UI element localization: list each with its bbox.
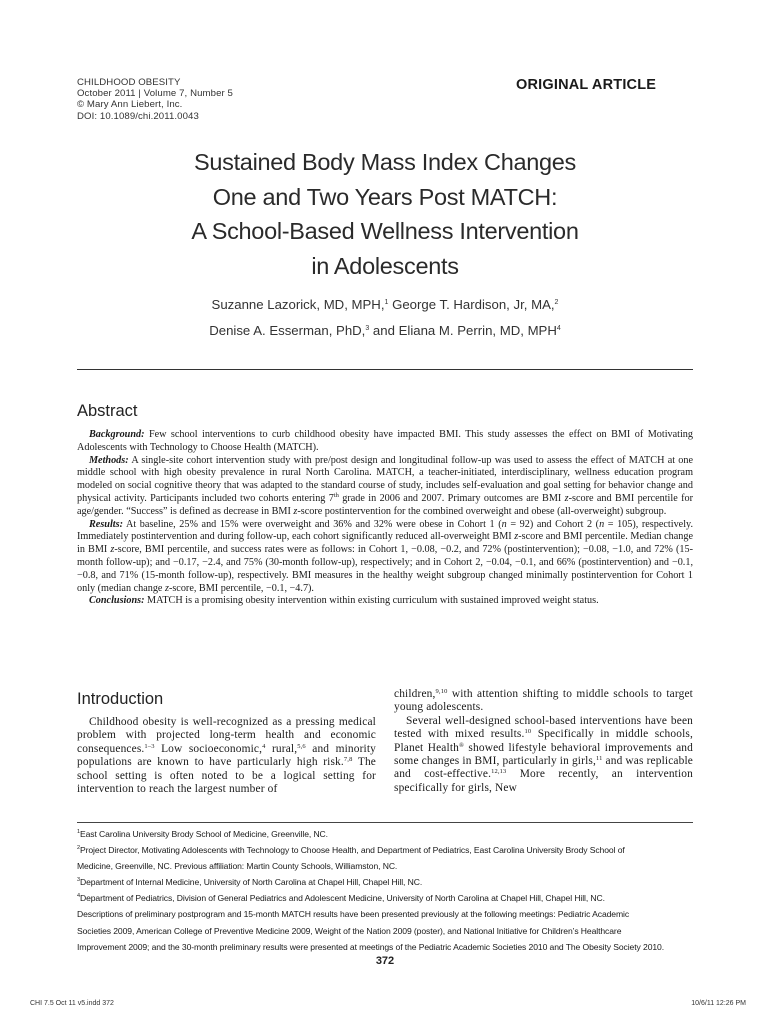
journal-info	[77, 77, 233, 122]
author-lazorick: Suzanne Lazorick, MD, MPH,	[211, 297, 385, 312]
body-column-left	[77, 716, 376, 796]
footnote-marker: 1	[77, 829, 80, 835]
journal-name: CHILDHOOD OBESITY	[77, 77, 181, 88]
abstract-background	[77, 429, 693, 455]
author-affiliation-sup: 1	[384, 299, 389, 306]
results-italic: z	[164, 582, 169, 594]
abstract-results	[77, 519, 693, 596]
author-line-2	[60, 317, 710, 343]
citation-sup: 12,13	[491, 768, 507, 776]
print-date: 10/6/11 12:26 PM	[691, 1000, 746, 1007]
abstract-methods	[77, 455, 693, 519]
abstract-body	[77, 429, 693, 608]
results-italic: z	[110, 544, 115, 556]
title-line-3: A School-Based Wellness Intervention	[191, 218, 579, 244]
background-text: Few school interventions to curb childhood obesity have impacted BMI. This study assesses the effect on BMI of Motivating Adolescents with Technology to Choose Health (MATCH).	[77, 429, 693, 453]
author-perrin: and Eliana M. Perrin, MD, MPH	[372, 323, 557, 338]
presentation-note-line-1: Descriptions of preliminary postprogram and 15-month MATCH results have been presented previously at the following meetings: Pediatric Academic	[77, 909, 630, 920]
body-text: and was replicable and cost-effective.	[394, 755, 693, 781]
body-text: and minority populations are known to have particularly high risk.	[77, 742, 377, 769]
citation-sup: 5,6	[297, 742, 306, 750]
citation-sup: 10	[524, 728, 532, 736]
body-text: Specifically in middle schools, Planet Health	[394, 728, 693, 754]
body-text: showed lifestyle behavioral improvements and some changes in BMI, particularly in girls,	[394, 741, 693, 768]
body-text: More recently, an intervention specifically for girls, New	[394, 768, 693, 794]
citation-sup: 1–3	[144, 742, 155, 750]
author-line-1	[60, 291, 710, 317]
author-esserman: Denise A. Esserman, PhD,	[209, 323, 366, 338]
author-affiliation-sup: 2	[554, 299, 559, 306]
results-italic: n	[501, 518, 507, 530]
article-type-label: ORIGINAL ARTICLE	[516, 77, 657, 93]
footnote-text: East Carolina University Brody School of Medicine, Greenville, NC.	[79, 829, 328, 839]
body-column-right	[394, 688, 693, 795]
results-italic: n	[599, 518, 605, 530]
header-divider	[77, 369, 693, 370]
results-italic: z	[514, 531, 519, 543]
results-text: -score, BMI percentile, and success rates were as follows: in Cohort 1, −0.08, −0.2, and 72% (postintervention); −0.08, −1.0, and 72% (15-month follow-up); and −0.17, −2.4, and 75% (30-month follow-up), respectively; and in Cohort 2, −0.04, −0.1, and 66% (postintervention) and −0.1, −0.8, and 71% (15-month follow-up), respectively. BMI measures in the healthy weight subgroup changed minimally postintervention for Cohort 1 only (median change	[77, 544, 693, 594]
footnote-3	[77, 874, 693, 890]
intro-paragraph-1-continued	[394, 688, 693, 715]
footnote-1	[77, 826, 693, 842]
page-number: 372	[375, 955, 395, 967]
journal-issue: October 2011 | Volume 7, Number 5	[77, 88, 233, 100]
footnote-marker: 4	[77, 893, 80, 900]
footnote-marker: 3	[77, 877, 80, 884]
methods-italic: z	[293, 505, 298, 517]
footnote-4	[77, 890, 693, 906]
body-text: children,	[394, 688, 436, 700]
results-text: -score, BMI percentile, −0.1, −4.7).	[168, 582, 314, 594]
body-text: Low socioeconomic,	[154, 742, 263, 755]
methods-text: -score postintervention for the combined overweight and obese (all-overweight) subgroup.	[297, 505, 667, 517]
title-line-1: Sustained Body Mass Index Changes	[193, 149, 576, 175]
citation-sup: 4	[262, 742, 266, 750]
body-text: The school setting is often noted to be a logical setting for intervention to reach the largest number of	[77, 756, 376, 796]
methods-text: grade in 2006 and 2007. Primary outcomes are BMI	[338, 492, 565, 504]
footnotes	[77, 826, 693, 955]
footnote-text: Department of Pediatrics, Division of General Pediatrics and Adolescent Medicine, University of North Carolina at Chapel Hill, Chapel Hill, NC.	[79, 893, 605, 904]
article-title	[60, 145, 710, 283]
footnote-marker: 2	[77, 845, 80, 852]
footnote-2	[77, 842, 693, 858]
author-affiliation-sup: 3	[365, 325, 370, 332]
author-affiliation-sup: 4	[556, 325, 561, 332]
methods-italic: z	[564, 492, 569, 504]
registered-mark: ®	[458, 741, 465, 749]
presentation-note-line-3: Improvement 2009; and the 30-month preliminary results were presented at meetings of the Pediatric Academic Societies 2010 and The Obesity Society 2010.	[77, 941, 665, 952]
author-list	[60, 291, 710, 343]
conclusions-text: MATCH is a promising obesity intervention within existing curriculum with sustained improved weight status.	[147, 595, 599, 607]
footnote-2-continued: Medicine, Greenville, NC. Previous affiliation: Martin County Schools, Williamston, NC.	[77, 861, 398, 872]
author-hardison: George T. Hardison, Jr, MA,	[392, 297, 555, 312]
methods-label: Methods:	[89, 454, 129, 466]
title-line-4: in Adolescents	[311, 252, 459, 279]
citation-sup: 11	[595, 755, 603, 763]
body-text: Childhood obesity is well-recognized as a pressing medical problem with projected long-term health and economic consequences.	[77, 716, 376, 755]
citation-sup: 9,10	[435, 688, 448, 695]
intro-paragraph-1	[77, 716, 376, 796]
results-text: = 92) and Cohort 2 (	[506, 518, 600, 530]
intro-paragraph-2	[394, 715, 693, 795]
abstract-heading: Abstract	[77, 402, 138, 420]
methods-sup: th	[333, 491, 339, 499]
results-label: Results:	[89, 518, 123, 530]
abstract-conclusions	[77, 595, 693, 608]
methods-text: -score and BMI percentile for age/gender. “Success” is defined as decrease in BMI	[77, 492, 693, 517]
title-line-2: One and Two Years Post MATCH:	[212, 183, 558, 210]
citation-sup: 7,8	[343, 756, 353, 764]
footnote-divider	[77, 822, 693, 823]
body-text: with attention shifting to middle schools to target young adolescents.	[394, 688, 693, 714]
results-text: = 105), respectively. Immediately postintervention and during follow-up, each cohort significantly reduced all-overweight BMI	[77, 518, 693, 543]
presentation-note-line-2: Societies 2009, American College of Preventive Medicine 2009, Weight of the Nation 2009 (poster), and National Initiative for Children’s Healthcare	[77, 925, 622, 936]
footnote-text: Department of Internal Medicine, University of North Carolina at Chapel Hill, Chapel Hill, NC.	[79, 877, 423, 888]
conclusions-label: Conclusions:	[89, 595, 145, 607]
results-text: -score and BMI percentile. Median change in BMI	[77, 531, 693, 556]
background-label: Background:	[89, 429, 145, 440]
footnote-text: Project Director, Motivating Adolescents with Technology to Choose Health, and Department of Pediatrics, East Carolina University Brody School of	[79, 845, 625, 856]
journal-doi: DOI: 10.1089/chi.2011.0043	[77, 110, 199, 122]
journal-copyright: © Mary Ann Liebert, Inc.	[77, 99, 183, 111]
body-text: rural,	[265, 742, 298, 755]
print-slug: CHI 7.5 Oct 11 v5.indd 372	[30, 1000, 114, 1007]
results-text: At baseline, 25% and 15% were overweight and 36% and 32% were obese in Cohort 1 (	[126, 518, 502, 530]
methods-text: A single-site cohort intervention study with pre/post design and longitudinal follow-up was used to assess the effect of MATCH at one middle school with high obesity prevalence in rural North Carolina. MATCH, a teacher-initiated, interdisciplinary, wellness education program modeled on social cognitive theory that was adapted to the standard course of study, includes self-evaluation and goal setting for behavior change and physical activity. Participants included two cohorts entering 7	[77, 454, 694, 504]
introduction-heading: Introduction	[77, 690, 164, 708]
body-text: Several well-designed school-based interventions have been tested with mixed results.	[394, 714, 693, 741]
